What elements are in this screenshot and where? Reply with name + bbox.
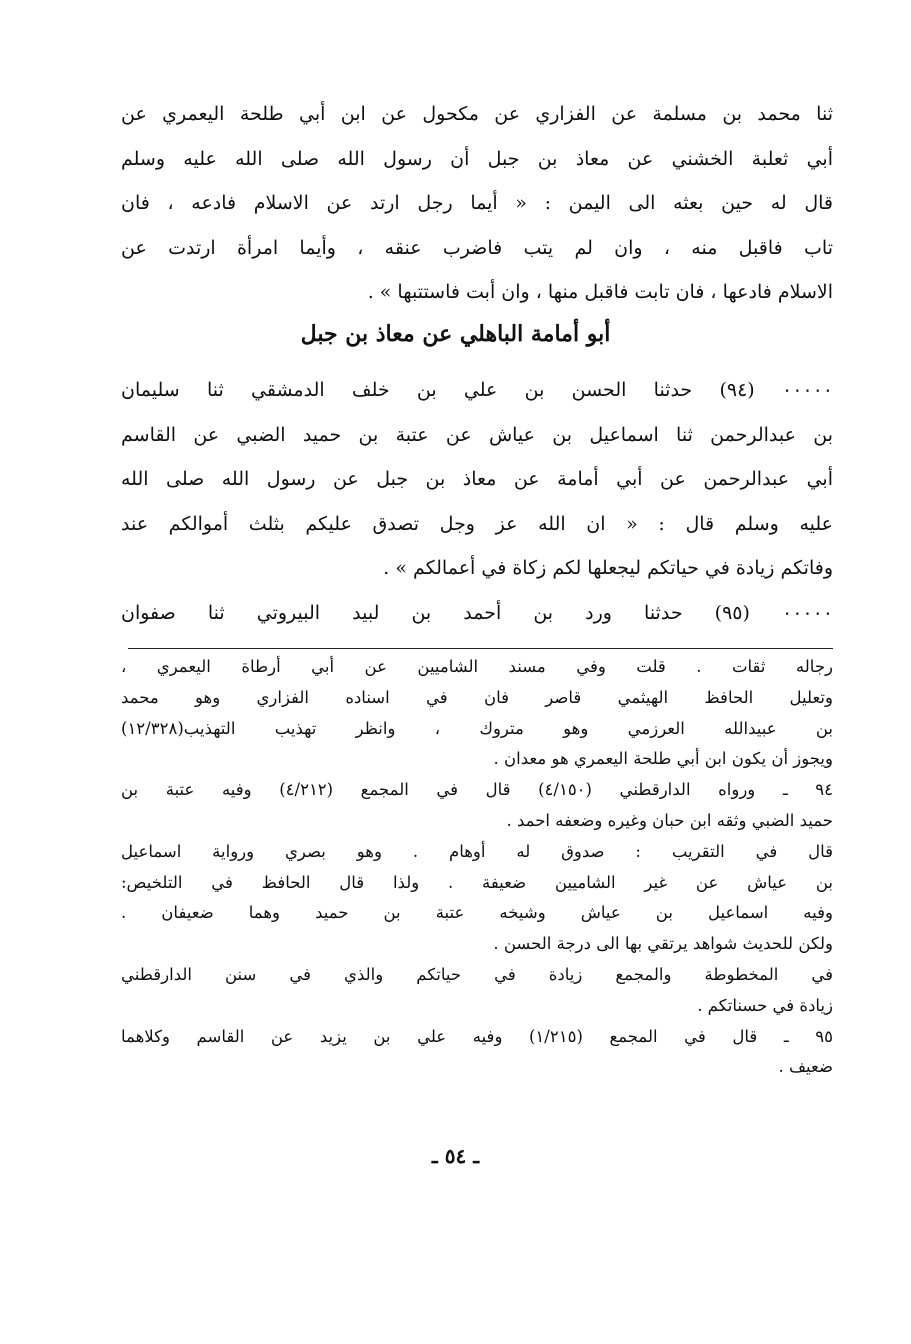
text-line: بن عبدالرحمن ثنا اسماعيل بن عياش عن عتبة بن حميد الضبي عن القاسم [121, 423, 833, 446]
footnote-number: ٩٥ ـ [783, 1026, 833, 1046]
footnote-line: حميد الضبي وثقه ابن حبان وغيره وضعفه احمد . [506, 810, 833, 830]
footnote-text: قال في المجمع (١/٢١٥) وفيه علي بن يزيد عن القاسم وكلاهما [121, 1026, 758, 1046]
footnote-line: رجاله ثقات . قلت وفي مسند الشاميين عن أبي أرطاة اليعمري ، [121, 657, 833, 676]
footnote-line: زيادة في حسناتكم . [697, 995, 833, 1015]
footnote-line: ويجوز أن يكون ابن أبي طلحة اليعمري هو معدان . [493, 749, 833, 769]
footnote [121, 837, 833, 960]
section-heading: أبو أمامة الباهلي عن معاذ بن جبل [300, 321, 611, 347]
footnote-line [121, 775, 833, 806]
paragraph-mutabaa [121, 92, 833, 315]
text-line: أبي عبدالرحمن عن أبي أمامة عن معاذ بن جبل عن رسول الله صلى الله [121, 468, 833, 490]
footnote-line: وتعليل الحافظ الهيثمي قاصر فان في اسناده الفزاري وهو محمد [121, 687, 833, 707]
footnote-line: ضعيف . [778, 1057, 833, 1077]
footnote-text: ورواه الدارقطني (٤/١٥٠) قال في المجمع (٤/٢١٢) وفيه عتبة بن [121, 780, 756, 800]
footnote-number: ٩٤ ـ [782, 780, 833, 800]
text-line: قال له حين بعثه الى اليمن : « أيما رجل ارتد عن الاسلام فادعه ، فان [121, 192, 833, 214]
page-number: ـ ٥٤ ـ [431, 1144, 480, 1168]
footnote-94 [121, 775, 833, 837]
text-line: ٠٠٠٠٠ (٩٤) حدثنا الحسن بن علي بن خلف الدمشقي ثنا سليمان [121, 379, 833, 401]
text-line: عليه وسلم قال : « ان الله عز وجل تصدق عليكم بثلث أموالكم عند [121, 512, 833, 535]
footnote-line: قال في التقريب : صدوق له أوهام . وهو بصري ورواية اسماعيل [121, 841, 833, 861]
footnote-line [121, 1022, 833, 1053]
text-line: ثنا محمد بن مسلمة عن الفزاري عن مكحول عن ابن أبي طلحة اليعمري عن [121, 103, 833, 125]
text-line: تاب فاقبل منه ، وان لم يتب فاضرب عنقه ، وأيما امرأة ارتدت عن [121, 236, 833, 259]
text-line: وفاتكم زيادة في حياتكم ليجعلها لكم زكاة في أعمالكم » . [383, 557, 833, 579]
footnote-line: ولكن للحديث شواهد يرتقي بها الى درجة الحسن . [493, 934, 833, 954]
footnotes [121, 652, 833, 1083]
footnote-divider [128, 648, 833, 649]
footnote-line: وفيه اسماعيل بن عياش وشيخه عتبة بن حميد وهما ضعيفان . [121, 903, 833, 923]
footnote-line: في المخطوطة والمجمع زيادة في حياتكم والذي في سنن الدارقطني [121, 964, 833, 984]
footnote-line: بن عبيدالله العرزمي وهو متروك ، وانظر تهذيب التهذيب(١٢/٣٢٨) [121, 718, 833, 738]
footnote-95 [121, 1022, 833, 1084]
text-line: الاسلام فادعها ، فان تابت فاقبل منها ، وان أبت فاستتبها » . [367, 281, 833, 303]
footnote [121, 960, 833, 1022]
footnote [121, 652, 833, 775]
footnote-line: بن عياش عن غير الشاميين ضعيفة . ولذا قال الحافظ في التلخيص: [121, 872, 833, 892]
text-line: ٠٠٠٠٠ (٩٥) حدثنا ورد بن أحمد بن لبيد البيروتي ثنا صفوان [121, 601, 833, 624]
text-line: أبي ثعلبة الخشني عن معاذ بن جبل أن رسول الله صلى الله عليه وسلم [121, 147, 833, 170]
paragraph-hadith-94-95 [121, 368, 833, 635]
